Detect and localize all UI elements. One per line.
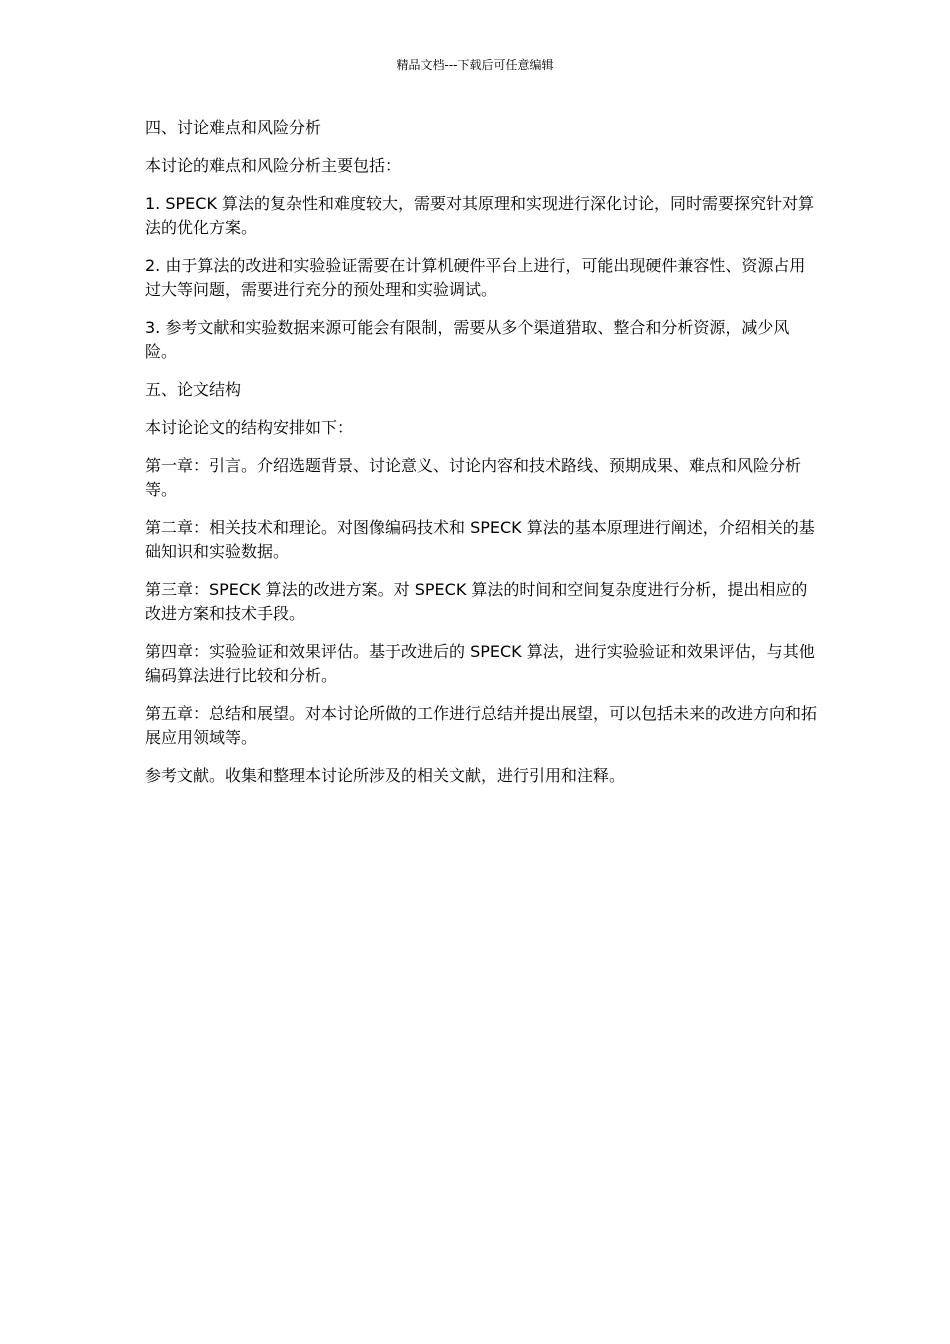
chapter-4: 第四章：实验验证和效果评估。基于改进后的 SPECK 算法，进行实验验证和效果评估，与其他编码算法进行比较和分析。 <box>145 642 815 685</box>
document-body <box>145 116 817 802</box>
page-header: 精品文档---下载后可任意编辑 <box>396 58 554 72</box>
section-heading-structure: 五、论文结构 <box>145 380 242 399</box>
chapter-2: 第二章：相关技术和理论。对图像编码技术和 SPECK 算法的基本原理进行阐述，介绍相关的基础知识和实验数据。 <box>145 518 815 561</box>
list-item-risk-1: 1. SPECK 算法的复杂性和难度较大，需要对其原理和实现进行深化讨论，同时需要探究针对算法的优化方案。 <box>145 194 815 237</box>
list-item-risk-2: 2. 由于算法的改进和实验验证需要在计算机硬件平台上进行，可能出现硬件兼容性、资源占用过大等问题，需要进行充分的预处理和实验调试。 <box>145 256 806 299</box>
references: 参考文献。收集和整理本讨论所涉及的相关文献，进行引用和注释。 <box>145 766 626 785</box>
list-item-risk-3: 3. 参考文献和实验数据来源可能会有限制，需要从多个渠道猎取、整合和分析资源，减少风险。 <box>145 318 790 361</box>
section-heading-risk: 四、讨论难点和风险分析 <box>145 118 322 137</box>
chapter-5: 第五章：总结和展望。对本讨论所做的工作进行总结并提出展望，可以包括未来的改进方向和拓展应用领域等。 <box>145 704 818 747</box>
chapter-1: 第一章：引言。介绍选题背景、讨论意义、讨论内容和技术路线、预期成果、难点和风险分析等。 <box>145 456 802 499</box>
paragraph-structure-intro: 本讨论论文的结构安排如下： <box>145 418 354 437</box>
paragraph-risk-intro: 本讨论的难点和风险分析主要包括： <box>145 156 402 175</box>
chapter-3: 第三章：SPECK 算法的改进方案。对 SPECK 算法的时间和空间复杂度进行分析，提出相应的改进方案和技术手段。 <box>145 580 808 623</box>
